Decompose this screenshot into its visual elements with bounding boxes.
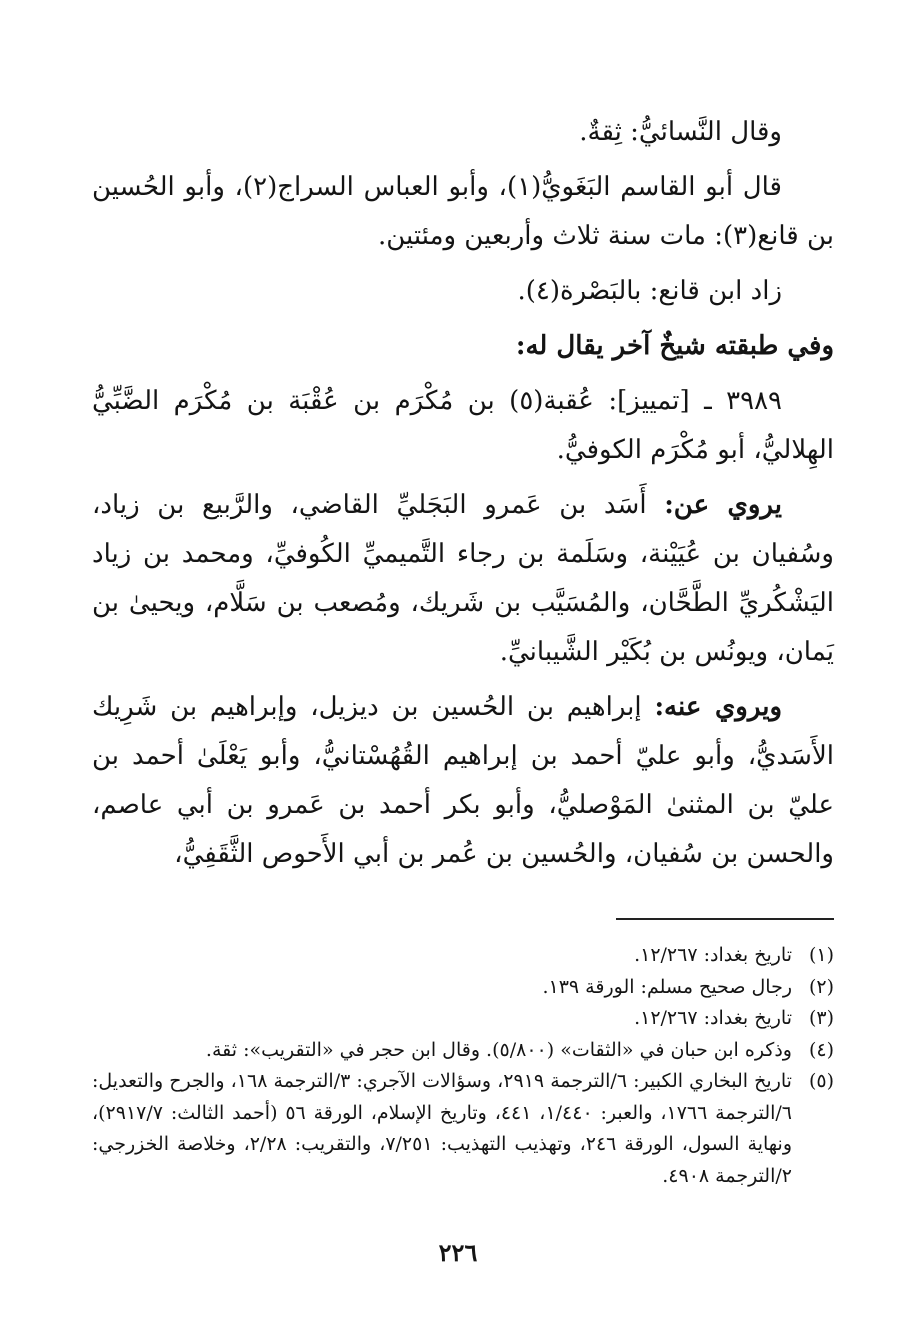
narrates-from-label: يروي عن: [664, 490, 782, 520]
paragraph-section-heading [92, 322, 834, 371]
footnote-text: تاريخ بغداد: ١٢/٢٦٧. [634, 944, 792, 966]
narrated-by-label: ويروي عنه: [654, 692, 782, 722]
section-heading: وفي طبقته شيخٌ آخر يقال له: [515, 331, 834, 361]
footnote-item [92, 940, 834, 972]
footnote-item [92, 972, 834, 1004]
footnote-item [92, 1003, 834, 1035]
paragraph-text: وقال النَّسائيُّ: ثِقةٌ. [579, 117, 782, 147]
footnote-text: وذكره ابن حبان في «الثقات» (٥/٨٠٠). وقال ابن حجر في «التقريب»: ثقة. [205, 1038, 792, 1061]
footnote-divider [616, 918, 834, 920]
footnote-text: رجال صحيح مسلم: الورقة ١٣٩. [542, 975, 792, 998]
paragraph-narrates-from [92, 481, 834, 677]
footnote-text: تاريخ بغداد: ١٢/٢٦٧. [634, 1007, 792, 1029]
paragraph-death-date [92, 163, 834, 261]
paragraph-text: زاد ابن قانع: بالبَصْرة(٤). [517, 276, 782, 306]
entry-text: ٣٩٨٩ ـ [تمييز]: عُقبة(٥) بن مُكْرَم بن عُقْبَة بن مُكْرَم الضَّبِّيُّ الهِلاليُّ، أبو مُكْرَم الكوفيُّ. [92, 386, 834, 465]
footnote-item [92, 1066, 834, 1192]
footnote-text: تاريخ البخاري الكبير: ٦/الترجمة ٢٩١٩، وسؤالات الآجري: ٣/الترجمة ١٦٨، والجرح والتعديل: ٦/الترجمة ١٧٦٦، والعبر: ١/٤٤٠، ٤٤١، وتاريخ الإسلام، الورقة ٥٦ (أحمد الثالث: ٢٩١٧/٧)، ونهاية السول، الورقة ٢٤٦، وتهذيب التهذيب: ٧/٢٥١، والتقريب: ٢/٢٨، وخلاصة الخزرجي: ٢/الترجمة ٤٩٠٨. [92, 1070, 793, 1187]
paragraph-text: إبراهيم بن الحُسين بن ديزيل، وإبراهيم بن شَرِيك الأَسَديُّ، وأبو عليّ أحمد بن إبراهيم القُهُسْتانيُّ، وأبو يَعْلَىٰ أحمد بن عليّ بن المثنىٰ المَوْصليُّ، وأبو بكر أحمد بن عَمرو بن أبي عاصم، والحسن بن سُفيان، والحُسين بن عُمر بن أبي الأَحوص الثَّقَفِيُّ، [92, 692, 834, 869]
footnote-number: (١) [808, 944, 834, 966]
footnote-item [92, 1035, 834, 1067]
paragraph-nasai [92, 108, 834, 157]
main-text [92, 108, 834, 885]
footnote-number: (٢) [808, 975, 834, 998]
footnote-number: (٣) [808, 1007, 834, 1029]
paragraph-narrated-by [92, 683, 834, 879]
paragraph-text: أَسَد بن عَمرو البَجَليِّ القاضي، والرَّبيع بن زياد، وسُفيان بن عُيَيْنة، وسَلَمة بن رجاء التَّميميِّ الكُوفيِّ، ومحمد بن زياد اليَشْكُريِّ الطَّحَّان، والمُسَيَّب بن شَريك، ومُصعب بن سَلَّام، ويحيىٰ بن يَمان، ويونُس بن بُكَيْر الشَّيبانيِّ. [92, 490, 834, 667]
footnote-number: (٥) [808, 1070, 834, 1092]
paragraph-entry-3989 [92, 377, 834, 475]
footnote-number: (٤) [808, 1038, 834, 1061]
paragraph-text: قال أبو القاسم البَغَويُّ(١)، وأبو العباس السراج(٢)، وأبو الحُسين بن قانع(٣): مات سنة ثلاث وأربعين ومئتين. [92, 172, 834, 251]
footnotes [92, 940, 834, 1192]
paragraph-ibn-qani [92, 267, 834, 316]
page-number: ٢٢٦ [438, 1238, 478, 1267]
